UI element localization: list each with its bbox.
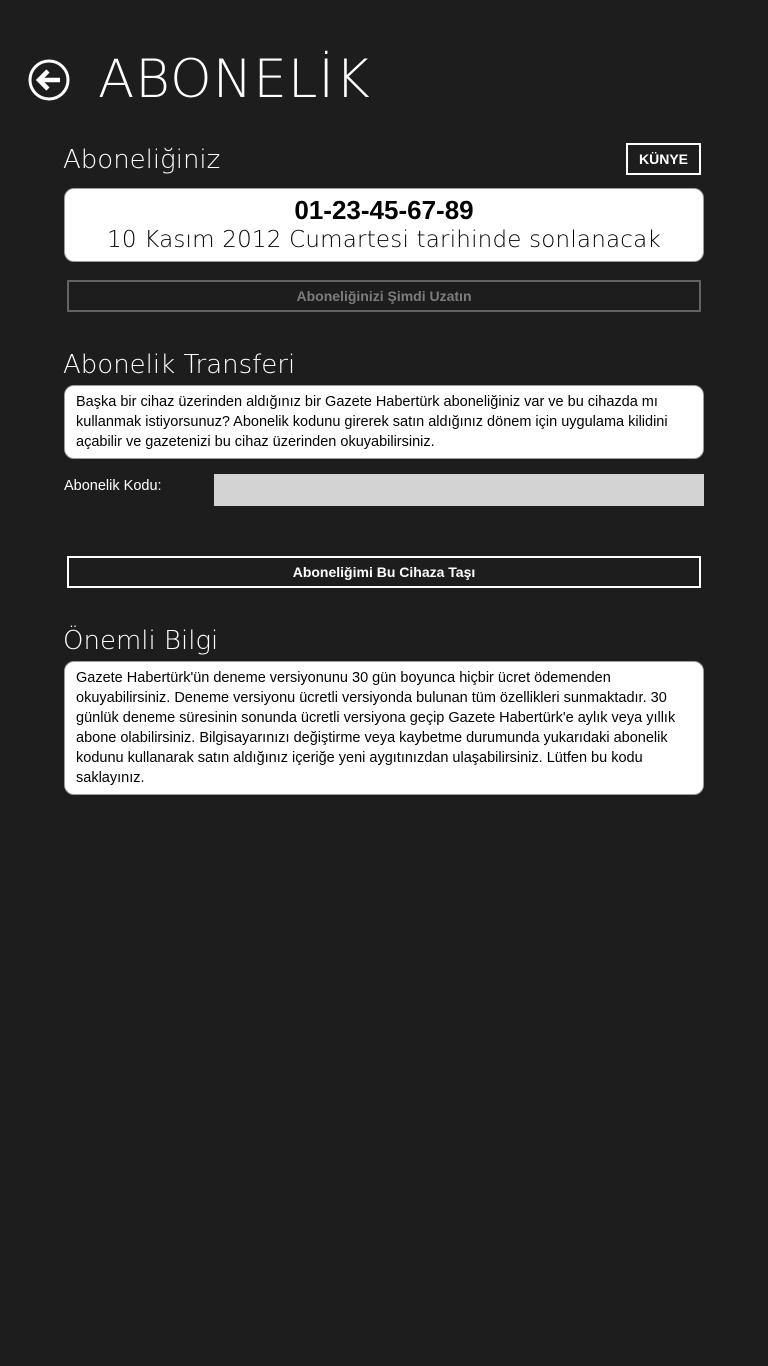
subscription-card [64, 188, 704, 262]
info-text-card: Gazete Habertürk'ün deneme versiyonunu 30 gün boyunca hiçbir ücret ödemenden okuyabilirsiniz. Deneme versiyonu ücretli versiyonda bulunan tüm özellikleri sunmaktadır. 30 günlük deneme süresinin sonunda ücretli versiyona geçip Gazete Habertürk'e aylık veya yıllık abone olabilirsiniz. Bilgisayarınızı değiştirme veya kaybetme durumunda yukarıdaki abonelik kodunu kullanarak satın aldığınız içeriğe yeni aygıtınızdan ulaşabilirsiniz. Lütfen bu kodu saklayınız. [64, 661, 704, 795]
subscription-section-title: Aboneliğiniz [63, 145, 221, 175]
subscription-code-label: Abonelik Kodu: [64, 478, 162, 494]
transfer-description-card: Başka bir cihaz üzerinden aldığınız bir Gazete Habertürk aboneliğiniz var ve bu cihazda mı kullanmak istiyorsunuz? Abonelik kodunu girerek satın aldığınız dönem için uygulama kilidini açabilir ve gazetenizi bu cihaz üzerinden okuyabilirsiniz. [64, 385, 704, 459]
page-title: ABONELİK [98, 49, 371, 110]
move-subscription-button[interactable]: Aboneliğimi Bu Cihaza Taşı [67, 556, 701, 588]
subscription-expiry: 10 Kasım 2012 Cumartesi tarihinde sonlanacak [107, 227, 661, 253]
back-button[interactable] [28, 59, 70, 101]
subscription-code: 01-23-45-67-89 [294, 195, 474, 225]
back-arrow-icon [28, 59, 70, 101]
info-section-title: Önemli Bilgi [63, 626, 219, 656]
subscription-code-input[interactable] [214, 474, 704, 506]
transfer-section-title: Abonelik Transferi [63, 350, 296, 380]
renew-subscription-button[interactable]: Aboneliğinizi Şimdi Uzatın [67, 280, 701, 312]
kunye-button[interactable]: KÜNYE [626, 143, 701, 175]
